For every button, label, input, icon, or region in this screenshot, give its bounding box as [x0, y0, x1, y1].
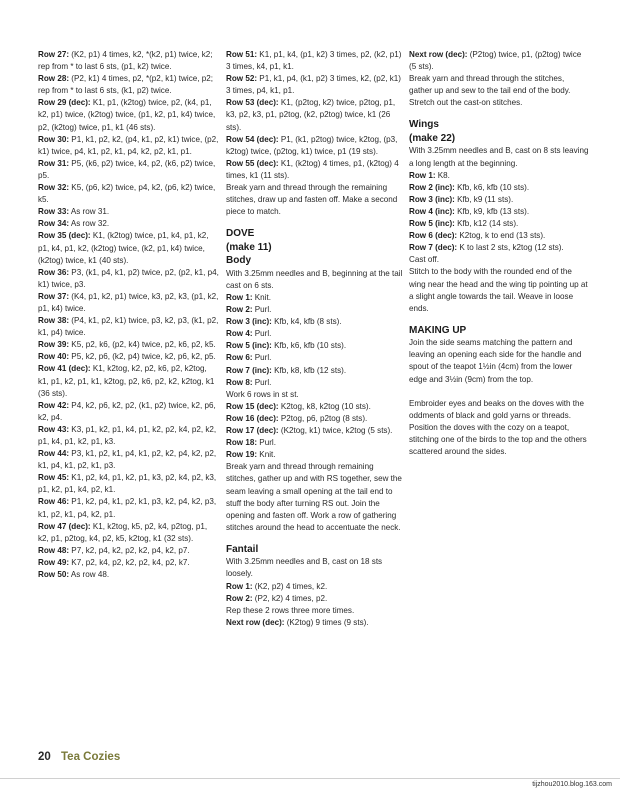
instruction-paragraph	[409, 145, 589, 169]
column-1	[38, 49, 219, 581]
instruction-text: Cast off.	[409, 255, 439, 265]
row-label: Row 5 (inc):	[226, 341, 272, 351]
row-label: Row 32:	[38, 183, 70, 193]
row-label: Row 33:	[38, 207, 70, 217]
row-label: Row 51:	[226, 50, 258, 59]
instruction-text: Knit.	[252, 293, 271, 302]
instruction-paragraph	[409, 337, 589, 385]
instruction-paragraph	[38, 182, 219, 206]
instruction-text: (P2, k1) 4 times, p2, *(p2, k1) twice, p2; rep from * to last 6 sts, (k1, p2) twice.	[38, 74, 213, 96]
instruction-paragraph	[226, 365, 403, 377]
row-label: Row 34:	[38, 219, 70, 229]
row-label: Row 27:	[38, 50, 70, 59]
instruction-text: Break yarn and thread through the stitches, gather up and sew to the tail end of the body. Stretch out the cast-on stitches.	[409, 74, 571, 108]
instruction-paragraph	[409, 49, 589, 73]
instruction-text: Kfb, k8, kfb (12 sts).	[271, 365, 347, 375]
row-label: Row 8:	[226, 377, 253, 387]
instruction-paragraph	[38, 73, 219, 97]
section-heading: Fantail	[226, 543, 259, 555]
row-label: Row 5 (inc):	[409, 219, 455, 229]
row-label: Row 53 (dec):	[226, 98, 279, 108]
row-label: Row 29 (dec):	[38, 98, 91, 108]
instruction-text: K1, (p2tog, k2) twice, p2tog, p1, k3, p2, k3, p1, p2tog, (k2, p2tog) twice, k1 (26 sts).	[226, 98, 396, 132]
row-label: Row 2:	[226, 305, 253, 315]
instruction-paragraph	[38, 363, 219, 399]
row-label: Row 17 (dec):	[226, 426, 279, 436]
row-label: Row 7 (dec):	[409, 243, 458, 253]
row-label: Row 1:	[226, 581, 253, 591]
row-label: Row 3 (inc):	[226, 317, 272, 327]
row-label: Row 55 (dec):	[226, 158, 279, 168]
instruction-text: Break yarn and thread through the remaining stitches, draw up and fasten off. Make a second piece to match.	[226, 183, 398, 217]
instruction-paragraph	[226, 49, 403, 73]
instruction-paragraph	[38, 557, 219, 569]
row-label: Next row (dec):	[409, 50, 468, 59]
instruction-text: (K2tog) 9 times (9 sts).	[284, 617, 369, 627]
instruction-paragraph	[226, 449, 403, 461]
instruction-paragraph	[226, 425, 403, 437]
instruction-text: K7, p2, k4, p2, k2, p2, k4, p2, k7.	[69, 557, 190, 567]
instruction-paragraph	[226, 182, 403, 218]
instruction-paragraph	[38, 315, 219, 339]
instruction-text: P3, k1, p2, k1, p4, k1, p2, k2, p4, k2, p2, k1, p4, k1, p2, k1, p3.	[38, 449, 217, 471]
instruction-paragraph	[38, 97, 219, 133]
instruction-paragraph	[226, 328, 403, 340]
row-label: Row 1:	[409, 170, 436, 180]
section-heading: DOVE	[226, 228, 255, 240]
instruction-paragraph	[226, 134, 403, 158]
instruction-text: Break yarn and thread through remaining stitches, gather up and with RS together, sew the seam leaving a small opening at the tail end to stuff the body after turning RS out. Join the opening and fasten off. Work a row of gathering stitches around the head to accentuate the neck.	[226, 462, 402, 532]
instruction-text: With 3.25mm needles and B, beginning at the tail cast on 6 sts.	[226, 268, 403, 290]
row-label: Row 2 (inc):	[409, 182, 455, 192]
row-label: Row 3 (inc):	[409, 194, 455, 204]
instruction-paragraph	[38, 218, 219, 230]
row-label: Row 36:	[38, 267, 70, 277]
instruction-text: P5, k2, p6, (k2, p4) twice, k2, p6, k2, p5.	[69, 352, 216, 362]
instruction-paragraph	[38, 496, 219, 520]
instruction-text: Purl.	[252, 353, 272, 363]
instruction-paragraph	[409, 206, 589, 218]
instruction-text: (P2tog) twice, p1, (p2tog) twice (5 sts).	[409, 50, 582, 72]
row-label: Row 19:	[226, 450, 258, 460]
instruction-text: P3, (k1, p4, k1, p2) twice, p2, (p2, k1, p4, k1) twice, p3.	[38, 267, 219, 289]
instruction-text: K5, (p6, k2) twice, p4, k2, (p6, k2) twice, k5.	[38, 183, 216, 205]
instruction-text: K8.	[435, 170, 450, 180]
page-footer	[38, 751, 120, 763]
instruction-paragraph	[38, 134, 219, 158]
row-label: Row 6 (dec):	[409, 231, 458, 241]
instruction-paragraph	[38, 448, 219, 472]
instruction-paragraph	[226, 605, 403, 617]
instruction-text: P1, (k1, p2tog) twice, k2tog, (p3, k2tog) twice, (p2tog, k1) twice, p1 (19 sts).	[226, 134, 398, 156]
instruction-text: Kfb, k9 (11 sts).	[454, 194, 514, 204]
row-label: Row 38:	[38, 316, 70, 326]
row-label: Row 47 (dec):	[38, 521, 91, 531]
row-label: Row 37:	[38, 291, 70, 301]
instruction-paragraph	[226, 593, 403, 605]
instruction-text: Purl.	[257, 438, 276, 448]
instruction-text: K to last 2 sts, k2tog (12 sts).	[457, 243, 564, 253]
row-label: Row 50:	[38, 570, 70, 580]
row-label: Row 31:	[38, 158, 70, 168]
section-heading: Wings	[409, 119, 439, 131]
instruction-text: (P2, k2) 4 times, p2.	[252, 593, 328, 603]
instruction-paragraph	[38, 472, 219, 496]
section-heading: MAKING UP	[409, 324, 467, 336]
instruction-text: K2tog, k to end (13 sts).	[457, 231, 546, 241]
instruction-text: Kfb, k4, kfb (8 sts).	[271, 317, 342, 327]
instruction-paragraph	[226, 352, 403, 364]
row-label: Row 48:	[38, 545, 70, 555]
instruction-text: K5, p2, k6, (p2, k4) twice, p2, k6, p2, k5.	[69, 340, 216, 350]
instruction-text: P4, k2, p6, k2, p2, (k1, p2) twice, k2, p6, k2, p4.	[38, 400, 216, 422]
row-label: Row 40:	[38, 352, 70, 362]
instruction-text: P1, k1, p2, k2, (p4, k1, p2, k1) twice, (p2, k1) twice, p4, k1, p2, k1, p4, k2, p2, k1, p1.	[38, 134, 219, 156]
row-label: Next row (dec):	[226, 617, 285, 627]
instruction-paragraph	[38, 230, 219, 266]
watermark-url: tijzhou2010.blog.163.com	[532, 781, 612, 788]
row-label: Row 39:	[38, 340, 70, 350]
instruction-paragraph	[38, 339, 219, 351]
row-label: Row 35 (dec):	[38, 231, 91, 241]
instruction-paragraph	[409, 254, 589, 266]
instruction-text: (K2, p2) 4 times, k2.	[252, 581, 328, 591]
column-3	[409, 49, 589, 458]
instruction-paragraph	[409, 194, 589, 206]
footer-divider	[0, 778, 620, 779]
instruction-text: Kfb, k9, kfb (13 sts).	[454, 206, 530, 216]
instruction-paragraph	[226, 617, 403, 629]
instruction-text: K1, p1, (k2tog) twice, p2, (k4, p1, k2, p1) twice, (k2tog) twice, (p1, k2, p1, k4) twice, p2, (k2tog) twice, p1, k1 (46 sts).	[38, 98, 216, 132]
row-label: Row 2:	[226, 593, 253, 603]
instruction-paragraph	[38, 291, 219, 315]
instruction-paragraph	[38, 400, 219, 424]
row-label: Row 28:	[38, 74, 70, 84]
instruction-text: Work 6 rows in st st.	[226, 389, 299, 399]
instruction-paragraph	[409, 73, 589, 109]
instruction-text: (K4, p1, k2, p1) twice, k3, p2, k3, (p1, k2, p1, k4) twice.	[38, 291, 219, 313]
row-label: Row 1:	[226, 293, 253, 302]
section-heading: (make 11)	[226, 241, 272, 253]
instruction-paragraph	[409, 170, 589, 182]
row-label: Row 45:	[38, 473, 70, 483]
instruction-text: P2tog, p6, p2tog (8 sts).	[278, 413, 368, 423]
instruction-paragraph	[38, 424, 219, 448]
instruction-paragraph	[226, 413, 403, 425]
instruction-paragraph	[226, 461, 403, 534]
row-label: Row 41 (dec):	[38, 364, 91, 374]
row-label: Row 49:	[38, 557, 70, 567]
instruction-text: P7, k2, p4, k2, p2, k2, p4, k2, p7.	[69, 545, 190, 555]
section-heading: (make 22)	[409, 132, 456, 144]
instruction-text: K1, p2, k4, p1, k2, p1, k3, p2, k4, p2, k3, p1, k2, p1, k4, p2, k1.	[38, 473, 217, 495]
row-label: Row 4 (inc):	[409, 206, 455, 216]
instruction-paragraph	[226, 437, 403, 449]
instruction-paragraph	[226, 556, 403, 580]
instruction-paragraph	[226, 268, 403, 292]
instruction-text: K2tog, k8, k2tog (10 sts).	[278, 401, 371, 411]
instruction-paragraph	[409, 398, 589, 458]
row-label: Row 42:	[38, 400, 70, 410]
instruction-paragraph	[409, 230, 589, 242]
row-label: Row 7 (inc):	[226, 365, 272, 375]
instruction-text: K1, p1, k4, (p1, k2) 3 times, p2, (k2, p1) 3 times, k4, p1, k1.	[226, 50, 402, 72]
paragraph-spacer	[409, 386, 589, 398]
instruction-paragraph	[226, 158, 403, 182]
row-label: Row 52:	[226, 74, 258, 84]
instruction-paragraph	[226, 73, 403, 97]
row-label: Row 15 (dec):	[226, 401, 279, 411]
instruction-text: K1, (k2tog) 4 times, p1, (k2tog) 4 times, k1 (11 sts).	[226, 158, 399, 180]
instruction-text: Rep these 2 rows three more times.	[226, 605, 355, 615]
instruction-text: As row 32.	[69, 219, 110, 229]
instruction-text: Kfb, k6, kfb (10 sts).	[454, 182, 530, 192]
instruction-paragraph	[409, 266, 589, 314]
instruction-text: Embroider eyes and beaks on the doves with the oddments of black and gold yarns or threads. Position the doves with the cozy on a teapot, stitching one of the birds to the top and the others scattered around the sides.	[409, 398, 587, 457]
instruction-text: (K2tog, k1) twice, k2tog (5 sts).	[278, 426, 393, 436]
instruction-paragraph	[38, 569, 219, 581]
instruction-text: With 3.25mm needles and B, cast on 18 sts loosely.	[226, 557, 383, 579]
instruction-paragraph	[38, 521, 219, 545]
instruction-text: P1, k2, p4, k1, p2, k1, p3, k2, p4, k2, p3, k1, p2, k1, p4, k2, p1.	[38, 497, 217, 519]
instruction-paragraph	[226, 581, 403, 593]
column-2	[226, 49, 403, 629]
instruction-text: As row 31.	[69, 207, 110, 217]
instruction-text: K1, (k2tog) twice, p1, k4, p1, k2, p1, k4, p1, k2, (k2tog) twice, (k2, p1, k4) twice, (k2tog) twice, k1 (40 sts).	[38, 231, 209, 265]
instruction-paragraph	[409, 182, 589, 194]
row-label: Row 44:	[38, 449, 70, 459]
instruction-paragraph	[226, 340, 403, 352]
instruction-paragraph	[409, 242, 589, 254]
instruction-paragraph	[38, 49, 219, 73]
instruction-text: (P4, k1, p2, k1) twice, p3, k2, p3, (k1, p2, k1, p4) twice.	[38, 316, 219, 338]
page-number: 20	[38, 751, 51, 763]
instruction-text: Kfb, k12 (14 sts).	[454, 219, 519, 229]
instruction-text: Join the side seams matching the pattern and leaving an opening each side for the handle and spout of the teapot 1½in (4cm) from the lower edge and 3½in (9cm) from the top.	[409, 338, 582, 384]
row-label: Row 16 (dec):	[226, 413, 279, 423]
instruction-paragraph	[38, 267, 219, 291]
instruction-text: (K2, p1) 4 times, k2, *(k2, p1) twice, k2; rep from * to last 6 sts, (p1, k2) twice.	[38, 50, 213, 72]
instruction-text: Stitch to the body with the rounded end of the wing near the head and the wing tip pointing up at a slight angle towards the tail. Weave in loose ends.	[409, 267, 588, 313]
row-label: Row 43:	[38, 424, 70, 434]
instruction-text: K3, p1, k2, p1, k4, p1, k2, p2, k4, p2, k2, p1, k4, p1, k2, p1, k3.	[38, 424, 217, 446]
instruction-paragraph	[226, 389, 403, 401]
instruction-paragraph	[226, 292, 403, 304]
instruction-text: Knit.	[257, 450, 276, 460]
instruction-paragraph	[38, 206, 219, 218]
instruction-paragraph	[409, 218, 589, 230]
row-label: Row 18:	[226, 438, 258, 448]
instruction-text: Purl.	[252, 305, 272, 315]
row-label: Row 46:	[38, 497, 70, 507]
row-label: Row 6:	[226, 353, 253, 363]
instruction-text: Purl.	[252, 377, 272, 387]
row-label: Row 30:	[38, 134, 70, 144]
row-label: Row 4:	[226, 329, 253, 339]
instruction-paragraph	[38, 545, 219, 557]
row-label: Row 54 (dec):	[226, 134, 279, 144]
instruction-text: Purl.	[252, 329, 272, 339]
instruction-text: K1, k2tog, k2, p2, k6, p2, k2tog, k1, p1, k2, p1, k1, k2tog, p2, k6, p2, k2, k2tog, k1 (36 sts).	[38, 364, 215, 398]
section-heading: Body	[226, 255, 251, 267]
instruction-paragraph	[38, 158, 219, 182]
instruction-text: P1, k1, p4, (k1, p2) 3 times, k2, (p2, k1) 3 times, p4, k1, p1.	[226, 74, 401, 96]
instruction-paragraph	[226, 97, 403, 133]
instruction-paragraph	[38, 351, 219, 363]
book-title: Tea Cozies	[61, 751, 121, 763]
instruction-text: Kfb, k6, kfb (10 sts).	[271, 341, 347, 351]
instruction-paragraph	[226, 401, 403, 413]
instruction-text: P5, (k6, p2) twice, k4, p2, (k6, p2) twice, p5.	[38, 158, 216, 180]
instruction-text: K1, k2tog, k5, p2, k4, p2tog, p1, k2, p1, p2tog, k4, p2, k5, k2tog, k1 (32 sts).	[38, 521, 208, 543]
instruction-paragraph	[226, 377, 403, 389]
instruction-paragraph	[226, 304, 403, 316]
instruction-text: With 3.25mm needles and B, cast on 8 sts leaving a long length at the beginning.	[409, 146, 589, 168]
instruction-paragraph	[226, 316, 403, 328]
instruction-text: As row 48.	[69, 570, 110, 580]
